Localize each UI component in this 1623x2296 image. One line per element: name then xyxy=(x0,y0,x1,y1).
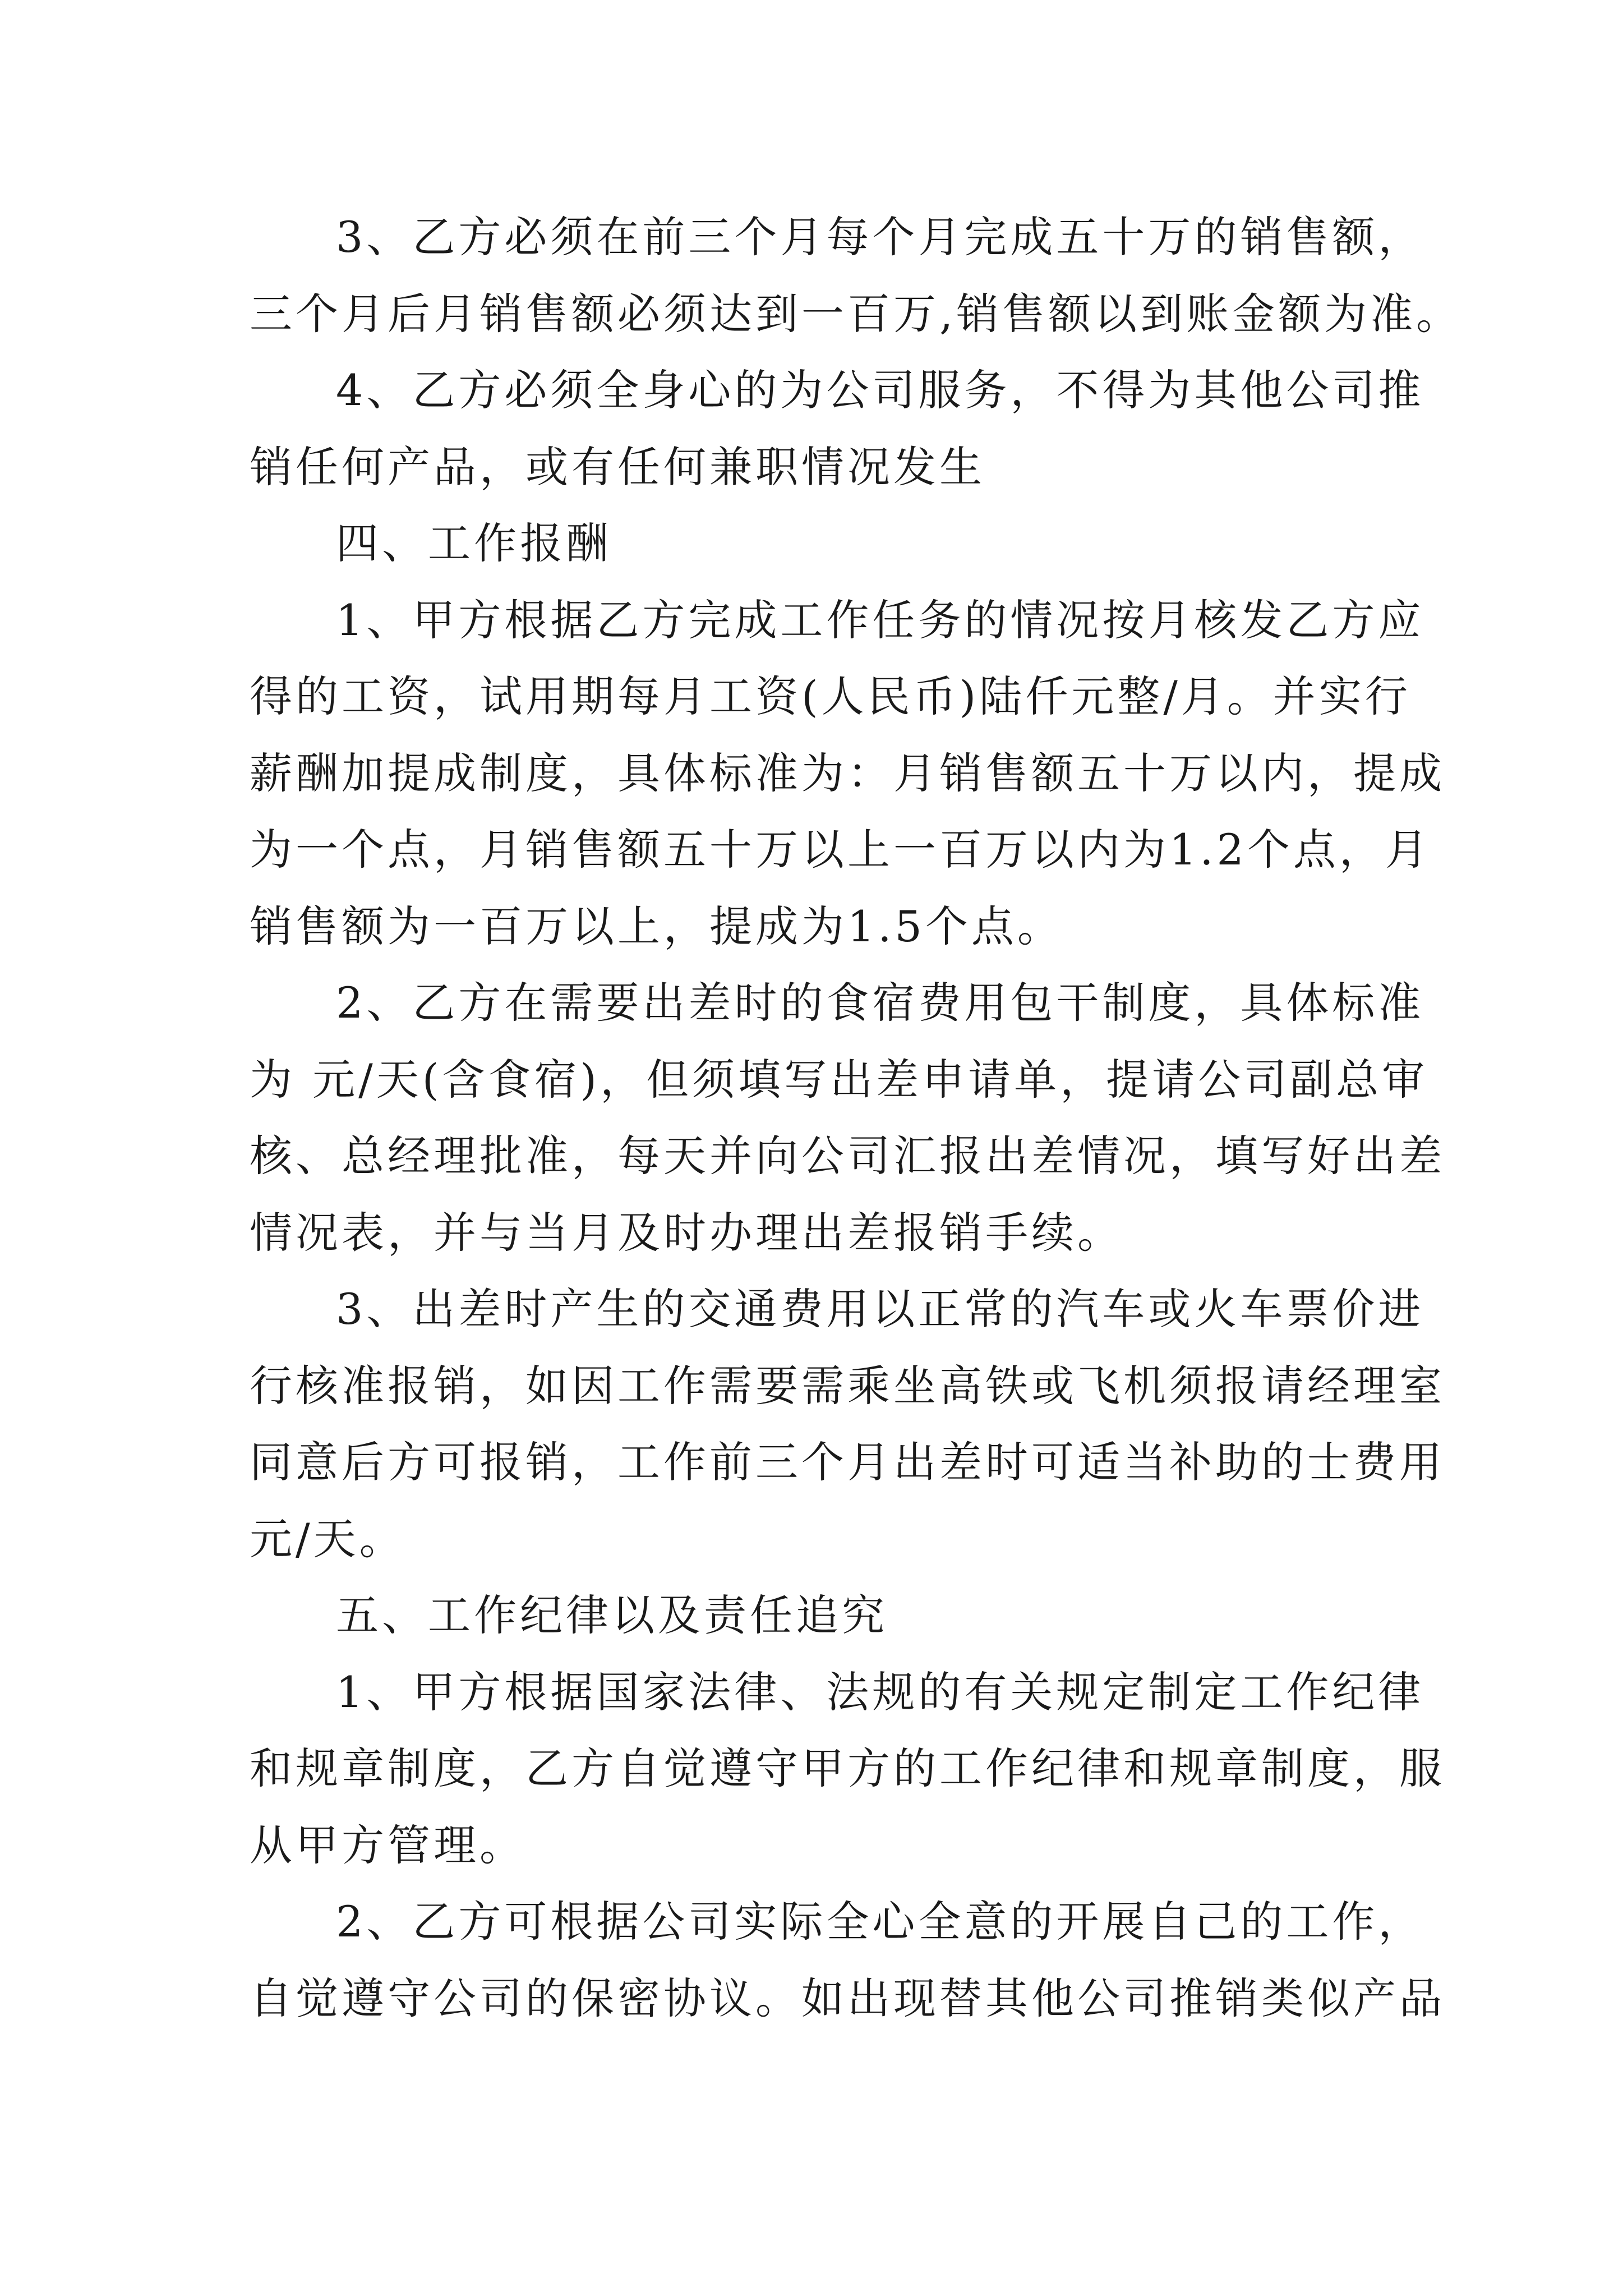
text-line: 从甲方管理。 xyxy=(250,1820,525,1870)
text-line: 2、乙方可根据公司实际全心全意的开展自己的工作， xyxy=(336,1897,1424,1947)
text-line: 同意后方可报销，工作前三个月出差时可适当补助的士费用 xyxy=(250,1437,1445,1487)
text-line: 3、乙方必须在前三个月每个月完成五十万的销售额， xyxy=(336,212,1424,262)
text-line: 销任何产品，或有任何兼职情况发生 xyxy=(250,441,985,492)
document-body xyxy=(250,199,1463,2037)
text-line: 元/天。 xyxy=(250,1513,405,1564)
text-line: 为一个点，月销售额五十万以上一百万以内为1.2个点，月 xyxy=(250,825,1431,875)
text-line: 4、乙方必须全身心的为公司服务，不得为其他公司推 xyxy=(336,365,1424,415)
text-line: 销售额为一百万以上，提成为1.5个点。 xyxy=(250,901,1063,951)
text-line: 为 元/天(含食宿)，但须填写出差申请单，提请公司副总审 xyxy=(250,1054,1428,1105)
text-line: 行核准报销，如因工作需要需乘坐高铁或飞机须报请经理室 xyxy=(250,1360,1445,1411)
text-line: 1、甲方根据乙方完成工作任务的情况按月核发乙方应 xyxy=(336,595,1424,645)
text-line: 1、甲方根据国家法律、法规的有关规定制定工作纪律 xyxy=(336,1667,1424,1717)
text-line: 2、乙方在需要出差时的食宿费用包干制度，具体标准 xyxy=(336,978,1424,1028)
text-line: 薪酬加提成制度，具体标准为：月销售额五十万以内，提成 xyxy=(250,748,1445,798)
text-line: 核、总经理批准，每天并向公司汇报出差情况，填写好出差 xyxy=(250,1131,1445,1181)
section-heading: 五、工作纪律以及责任追究 xyxy=(336,1590,888,1640)
section-heading: 四、工作报酬 xyxy=(336,518,612,568)
text-line: 三个月后月销售额必须达到一百万,销售额以到账金额为准。 xyxy=(250,288,1463,339)
text-line: 得的工资，试用期每月工资(人民币)陆仟元整/月。并实行 xyxy=(250,671,1411,721)
text-line: 3、出差时产生的交通费用以正常的汽车或火车票价进 xyxy=(336,1284,1424,1334)
text-line: 自觉遵守公司的保密协议。如出现替其他公司推销类似产品 xyxy=(250,1973,1445,2023)
text-line: 情况表，并与当月及时办理出差报销手续。 xyxy=(250,1207,1123,1258)
text-line: 和规章制度，乙方自觉遵守甲方的工作纪律和规章制度，服 xyxy=(250,1743,1445,1793)
